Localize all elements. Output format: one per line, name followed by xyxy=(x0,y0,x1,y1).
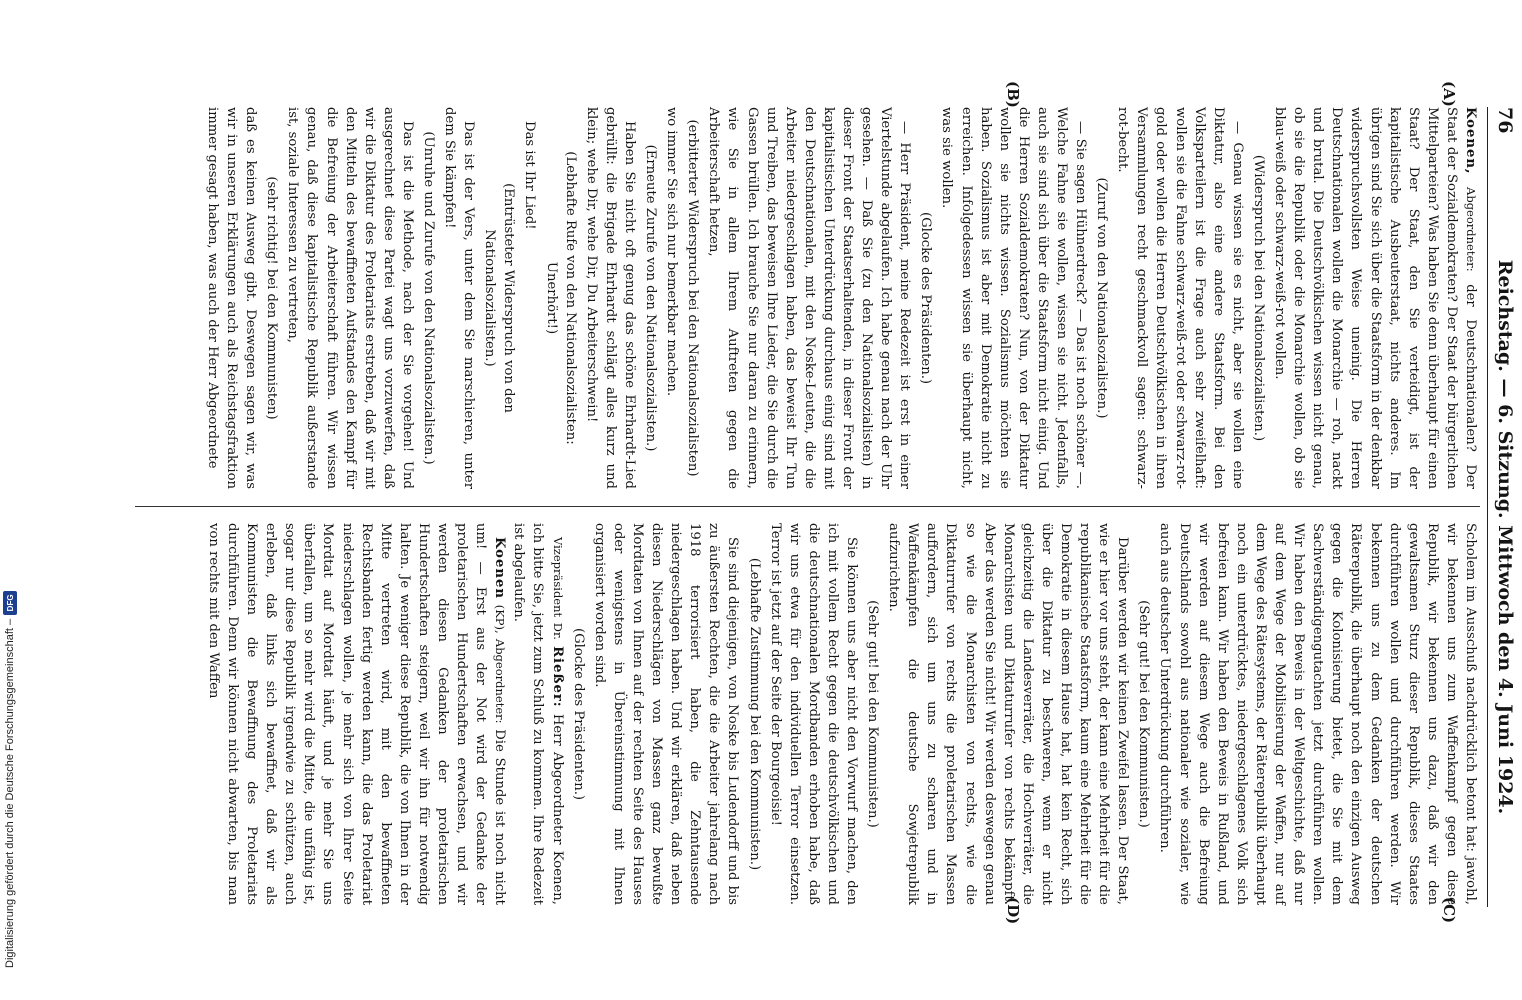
paragraph: Haben Sie nicht oft genug das schöne Ehrhardt-Lied gebrüllt: die Brigade Ehrhardt schlägt alles kurz und klein; wehe Dir, wehe Dir, Du Arbeiterschwein! xyxy=(583,107,637,489)
interjection: (Entrüsteter Widerspruch von den Nationalsozialisten.) xyxy=(482,183,517,413)
interjection: (Zuruf von den Nationalsozialisten.) xyxy=(1094,177,1110,419)
interjection: (Lebhafte Rufe von den Nationalsozialisten: Unerhört!) xyxy=(543,151,578,445)
speaker-name: Rießer: xyxy=(549,646,565,708)
paragraph-text: der Deutschnationalen? Der Staat der Sozialdemokraten? Der Staat der bürgerlichen Mittelparteien? Was haben Sie denn überhaupt für einen Staat? Der Staat, den Sie verteidigt, ist der kapitalistische Ausbeuterstaat, nichts anderes. Im übrigen sind Sie sich über die Staatsform in der denkbar widerspruchsvollsten Weise uneinig. Die Herren Deutschnationalen wollen die Monarchie — roh, nackt und brutal. Die Deutschvölkischen wissen nicht genau, ob sie die Republik oder die Monarchie wollen, ob sie blau-weiß oder schwarz-weiß-rot wollen. xyxy=(1272,107,1478,489)
interjection: (Widerspruch bei den Nationalsozialisten.) xyxy=(1250,154,1266,442)
digitization-credit xyxy=(3,591,17,968)
interjection: (Erneute Zurufe von den Nationalsozialisten.) xyxy=(643,144,659,452)
running-head xyxy=(1487,107,1522,907)
speaker-name: Koenen xyxy=(492,537,508,599)
left-column xyxy=(130,107,1480,489)
interjection: (Unruhe und Zurufe von den Nationalsozialisten.) xyxy=(421,131,437,465)
paragraph: wo immer Sie sich nur bemerkbar machen. xyxy=(664,107,680,397)
credit-text: Digitalisierung gefördert durch die Deutsche Forschungsgemeinschaft – xyxy=(4,618,16,968)
paragraph: Scholem im Ausschuß nachdrücklich betont hat: jawohl, wir bekennen uns zum Waffenkampf gegen diese Republik, wir bekennen uns dazu, daß wir den gewaltsamen Sturz dieser Republik, dieses Staates durchführen wollen und durchführen werden. Wir bekennen uns zu dem Gedanken der deutschen Räterepublik, die überhaupt noch den einzigen Ausweg gegen die Kolonisierung bietet, die Sie mit dem Sachverständigengutachten jetzt durchführen wollen. Wir haben den Beweis in der Weltgeschichte, daß nur auf dem Wege der Mobilisierung der Waffen, nur auf dem Wege des Rätesystems, der Räterepublik überhaupt noch ein unterdrücktes, niedergeschlagenes Volk sich befreien kann. Wir haben den Beweis in Rußland, und wir werden auf diesem Wege auch die Befreiung Deutschlands sowohl aus nationaler wie sozialer, wie auch aus deutscher Unterdrückung durchführen. xyxy=(1157,523,1478,905)
interjection: (Sehr gut! bei den Kommunisten.) xyxy=(865,600,881,828)
interjection: (erbitterter Widerspruch bei den Nationalsozialisten) xyxy=(685,119,701,477)
interjection: (Lebhafte Zustimmung bei den Kommunisten.) xyxy=(746,557,762,871)
paragraph: Das ist der Vers, unter dem Sie marschieren, unter dem Sie kämpfen! xyxy=(442,107,477,489)
paragraph: — Sie sagen Hühnerdreck? — Das ist noch schöner —. Welche Fahne sie wollen, wissen sie nicht. Jedenfalls, auch sie sind sich über die Staatsform nicht einig. Und die Herren Sozialdemokraten? Nun, von der Diktatur wollen sie nichts wissen. Sozialismus möchten sie haben. Sozialismus ist aber mit Demokratie nicht zu erreichen. Infolgedessen wissen sie überhaupt nicht, was sie wollen. xyxy=(939,107,1089,489)
speech-paragraph xyxy=(509,523,566,905)
margin-marker-d: (D) xyxy=(1004,897,1022,925)
right-column xyxy=(130,523,1480,905)
paragraph-text: Die Stunde ist noch nicht um! — Erst aus der Not wird der Gedanke der proletarischen Hundertschaften erwachsen, und wir werden diesen Gedanken der proletarischen Hundertschaften steigern, weil wir ihn für notwendig halten. Je weniger diese Republik, die von Ihnen in der Mitte vertreten wird, mit den bewaffneten Rechtsbanden fertig werden kann, die das Proletariat niederschlagen wollen, je mehr sich von Ihrer Seite Mordtat auf Mordtat häuft, und je mehr Sie uns überfallen, um so mehr wird die Mitte, die unfähig ist, sogar nur diese Republik irgendwie zu schützen, auch erleben, daß links sich bewaffnet, daß wir als Kommunisten die Bewaffnung des Proletariats durchführen. Denn wir können nicht abwarten, bis man von rechts mit den Waffen xyxy=(205,523,508,905)
paragraph: — Herr Präsident, meine Redezeit ist erst in einer Viertelstunde abgelaufen. Ich habe genau nach der Uhr gesehen. — Daß Sie (zu den Nationalsozialisten) in dieser Front der Staatserhaltenden, in dieser Front der kapitalistischen Unterdrückung durchaus einig sind mit den Deutschnationalen, mit den Noske-Leuten, die die Arbeiter niedergeschlagen haben, das beweist Ihr Tun und Treiben, das beweisen Ihre Lieder, die Sie durch die Gassen brüllen. Ich brauche Sie nur daran zu erinnern, wie Sie in allem Ihrem Auftreten gegen die Arbeiterschaft hetzen, xyxy=(706,107,913,489)
speech-paragraph xyxy=(1270,107,1480,489)
speech-paragraph xyxy=(204,523,510,905)
dfg-logo-icon: DFG xyxy=(3,591,17,615)
speaker-role: (KP), Abgeordneter: xyxy=(493,604,508,724)
speaker-role: Vizepräsident Dr. xyxy=(550,537,565,640)
column-divider xyxy=(135,506,1480,507)
margin-marker-a: (A) xyxy=(1440,81,1458,107)
paragraph: Sie können uns aber nicht den Vorwurf machen, den ich mit vollem Recht gegen die deutschvölkischen und die deutschnationalen Mordbanden erhoben habe, daß wir uns etwa für den individuellen Terror einsetzen. Terror ist jetzt auf der Seite der Bourgeoisie! xyxy=(767,523,859,905)
margin-marker-c: (C) xyxy=(1440,897,1458,924)
speaker-name: Koenen, xyxy=(1463,107,1478,175)
paragraph: daß es keinen Ausweg gibt. Deswegen sagen wir, was wir in unseren Erklärungen auch als Reichstagsfraktion immer gesagt haben, was auch der Herr Abgeordnete xyxy=(205,107,259,489)
page-number: 76 xyxy=(1494,107,1516,134)
paragraph: Darüber werden wir keinen Zweifel lassen. Der Staat, wie er hier vor uns steht, der kann eine Mehrheit für die republikanische Staatsform, kaum eine Mehrheit für die Demokratie in diesem Hause hat, hat kein Recht, sich über die Diktatur zu beschweren, wenn er nicht gleichzeitig die Landesverräter, die Hochverräter, die Monarchisten und Diktaturrufer von rechts bekämpft. Aber das werden Sie nicht! Wir werden deswegen genau so wie die Monarchisten von rechts, wie die Diktaturrufer von rechts die proletarischen Massen auffordern, sich um uns zu scharen und in Waffenkämpfen die deutsche Sowjetrepublik aufzurichten. xyxy=(886,523,1131,905)
paragraph-text: Herr Abgeordneter Koenen, ich bitte Sie, jetzt zum Schluß zu kommen. Ihre Redezeit ist abgelaufen. xyxy=(511,523,565,905)
page-title: Reichstag. — 6. Sitzung. Mittwoch den 4. Juni 1924. xyxy=(1494,259,1516,815)
interjection: (Glocke des Präsidenten.) xyxy=(918,211,934,385)
paragraph: — Genau wissen sie es nicht, aber sie wollen eine Diktatur, also eine andere Staatsform. Bei den Volksparteilern ist die Frage auch sehr zweifelhaft: wollen sie die Fahne schwarz-weiß-rot oder schwarz-rot-gold oder wollen die Herren Deutschvölkischen in ihren Versammlungen recht geschmackvoll sagen: schwarz-rot-becht. xyxy=(1115,107,1245,489)
paragraph: Das ist die Methode, nach der Sie vorgehen! Und ausgerechnet diese Partei wagt uns vorzuwerfen, daß wir die Diktatur des Proletariats erstreben, daß wir mit den Mitteln des bewaffneten Aufstandes den Kampf für die Befreiung der Arbeiterschaft führen. Wir wissen genau, daß diese kapitalistische Republik außerstande ist, soziale Interessen zu vertreten, xyxy=(285,107,415,489)
rotated-page xyxy=(127,81,1522,925)
paragraph: Das ist Ihr Lied! xyxy=(522,121,538,230)
speaker-role: Abgeordneter: xyxy=(1464,187,1478,272)
margin-marker-b: (B) xyxy=(1004,81,1022,108)
paragraph: Sie sind diejenigen, von Noske bis Ludendorff und bis zu äußersten Rechten, die die Arbeiter jahrelang nach 1918 terrorisiert haben, die Zehntausende niedergeschlagen haben. Und wir erklären, daß neben diesen Niederschlägen von Massen ganz bewußte Mordtaten von Ihnen auf der rechten Seite des Hauses oder wenigstens in Übereinstimmung mit Ihnen organisiert worden sind. xyxy=(591,523,741,905)
interjection: (Sehr gut! bei den Kommunisten.) xyxy=(1136,600,1152,828)
interjection: (Glocke des Präsidenten.) xyxy=(570,627,586,801)
interjection: (sehr richtig! bei den Kommunisten) xyxy=(264,176,280,420)
